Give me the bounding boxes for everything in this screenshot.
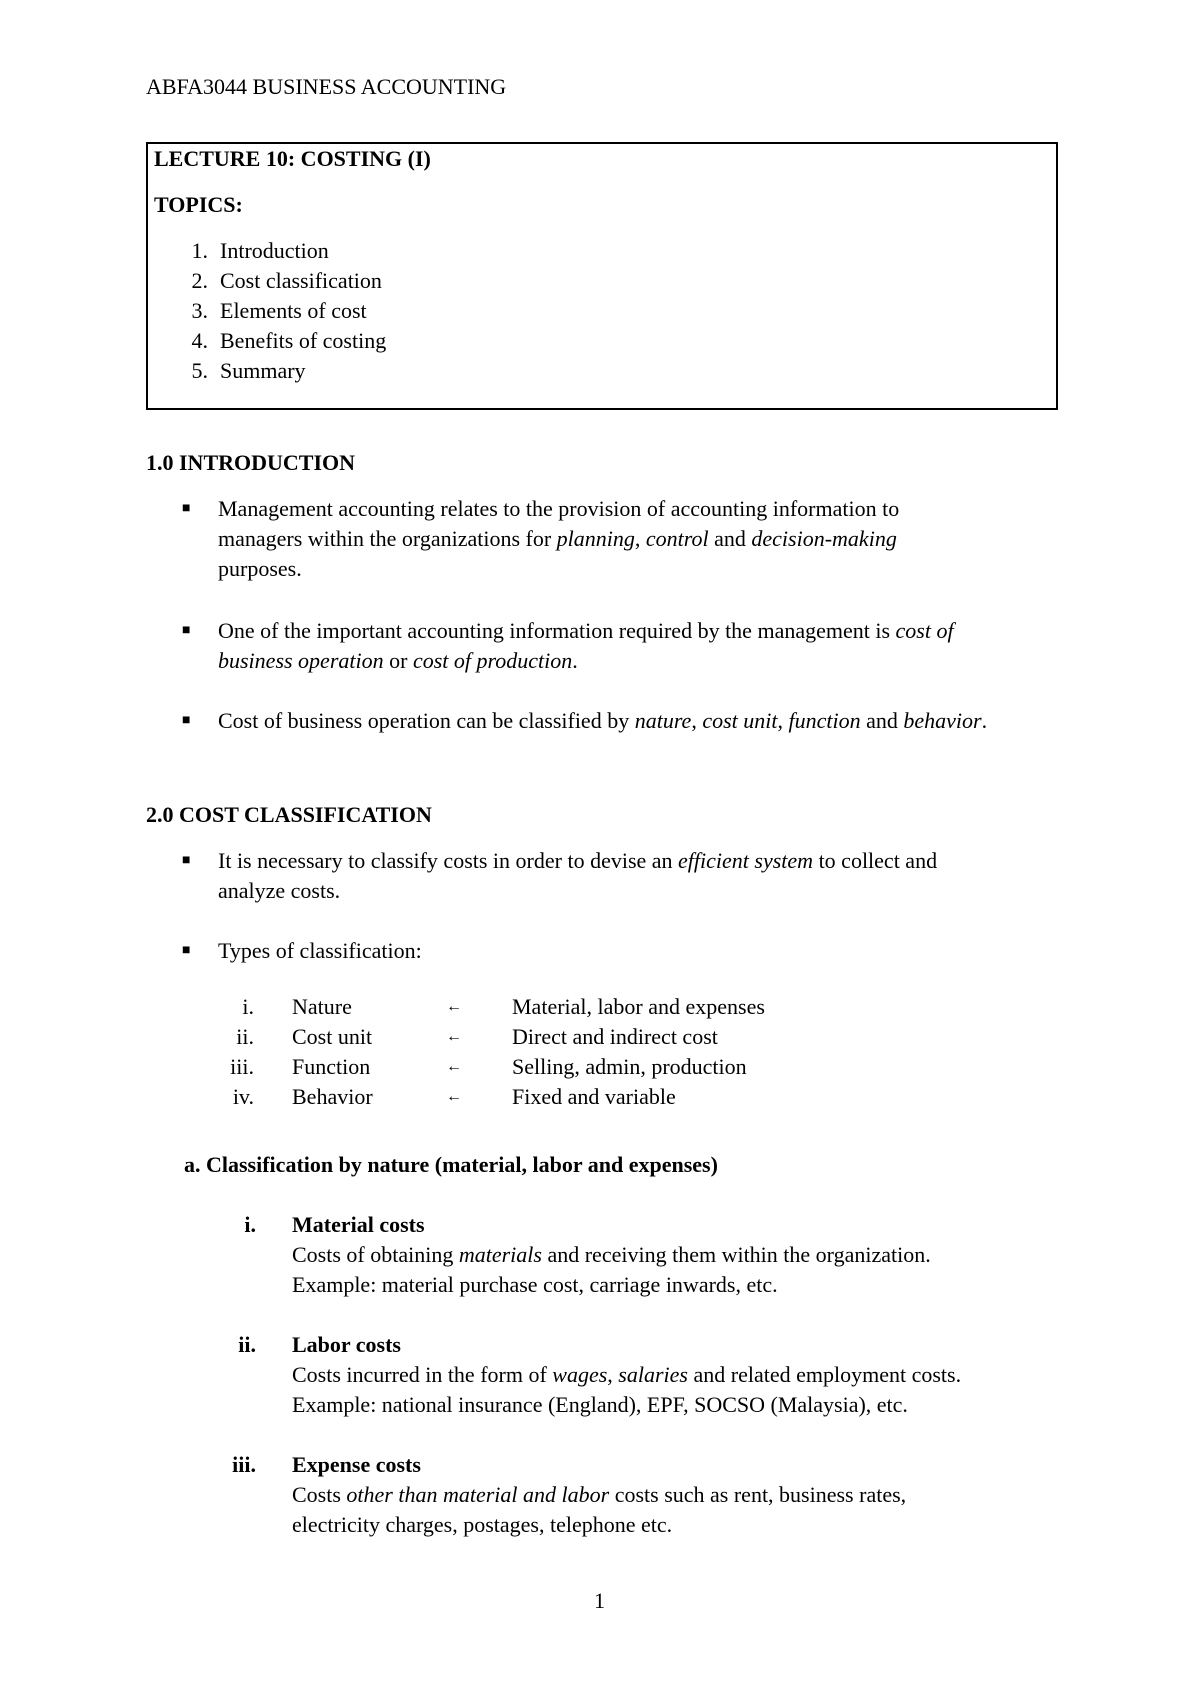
list-item: iii. Function ← Selling, admin, production — [220, 1052, 820, 1082]
bullet-text: Management accounting relates to the provision of accounting information to managers within the organizations for planning, control and decision-making purposes. — [218, 496, 900, 581]
bullet-square-icon: ■ — [182, 853, 191, 868]
list-item: iv. Behavior ← Fixed and variable — [220, 1082, 820, 1112]
topic-item: 2. Cost classification — [191, 268, 382, 293]
bullet-square-icon: ■ — [182, 943, 191, 958]
section-heading-cost-classification: 2.0 COST CLASSIFICATION — [146, 802, 432, 827]
subsection-heading: a. Classification by nature (material, labor and expenses) — [184, 1152, 718, 1177]
page-number: 1 — [594, 1588, 605, 1613]
classification-types-list — [220, 992, 820, 1112]
arrow-left-icon: ← — [446, 1028, 462, 1045]
bullet-text: Types of classification: — [218, 938, 422, 963]
bullet-square-icon: ■ — [182, 713, 191, 728]
bullet-square-icon: ■ — [182, 623, 191, 638]
bullet-text: One of the important accounting information required by the management is cost of business operation or cost of production. — [218, 618, 954, 673]
topics-label: TOPICS: — [154, 192, 243, 217]
lecture-topics-box — [146, 142, 1058, 410]
topic-item: 3. Elements of cost — [191, 298, 367, 323]
document-page: ABFA3044 BUSINESS ACCOUNTING LECTURE 10: COSTING (I) TOPICS: 1. Introduction 2. Cost classification 3. Elements of cost 4. Benefits of costing 5. Summary 1.0 INTRODUCTION ■ Management accounting relates to the provision of accounting information to managers within the organizations for planning, control and decision-making purposes. ■ One of the important accounting information required by the management is cost of business operation or cost of production. ■ Cost of business operation can be classified by nature, cost unit, function and behavior. 2.0 COST CLASSIFICATION ■ It is necessary to classify costs in order to devise an efficient system to collect and analyze costs. ■ Types of classification: i. Nature ← Material, labor and expenses ii. Cost unit ← Direct and indirect cost iii. Function ← Selling, admin, production iv. Behavior ← Fixed and variable a. Classification by nature (material, labor and expenses) i. Material costs Costs of obtaining materials and receiving them within the organization. Example: material purchase cost, carriage inwards, etc. ii. Labor costs Costs incurred in the form of wages, salaries and related employment costs. Example: national insurance (England), EPF, SOCSO (Malaysia), etc. iii. Expense costs Costs other than material and labor costs such as rent, business rates, electricity charges, postages, telephone etc. 1 — [0, 0, 1200, 1696]
topics-list — [186, 236, 386, 386]
arrow-left-icon: ← — [446, 1058, 462, 1075]
section-heading-introduction: 1.0 INTRODUCTION — [146, 450, 356, 475]
bullet-text: It is necessary to classify costs in order to devise an efficient system to collect and analyze costs. — [218, 848, 938, 903]
page-header: ABFA3044 BUSINESS ACCOUNTING — [146, 74, 507, 99]
topic-item: 1. Introduction — [191, 238, 329, 263]
topic-item: 5. Summary — [191, 358, 306, 383]
arrow-left-icon: ← — [446, 1088, 462, 1105]
arrow-left-icon: ← — [446, 998, 462, 1015]
bullet-text: Cost of business operation can be classified by nature, cost unit, function and behavior. — [218, 708, 988, 733]
list-item: ii. Cost unit ← Direct and indirect cost — [220, 1022, 820, 1052]
lecture-title: LECTURE 10: COSTING (I) — [154, 146, 431, 171]
topic-item: 4. Benefits of costing — [191, 328, 387, 353]
list-item: i. Nature ← Material, labor and expenses — [220, 992, 820, 1022]
bullet-square-icon: ■ — [182, 501, 191, 516]
